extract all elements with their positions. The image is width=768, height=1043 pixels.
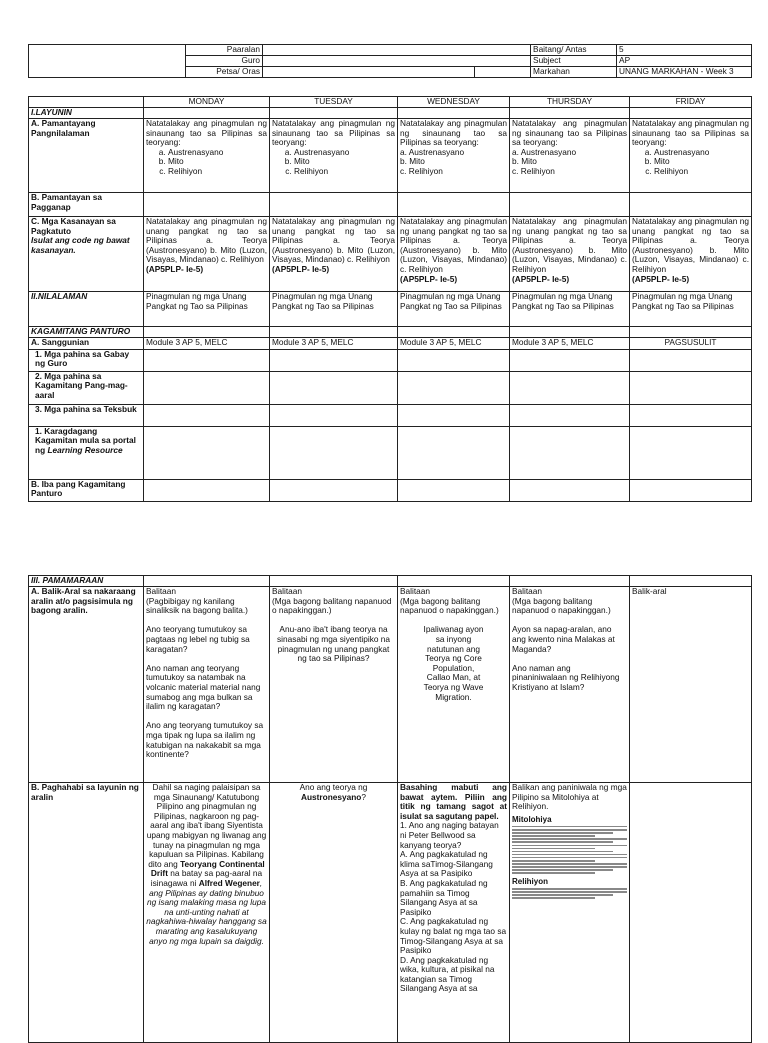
header-table: [28, 44, 752, 78]
row-label-iba-pang: B. Iba pang Kagamitang Panturo: [29, 479, 144, 501]
subject-value: AP: [617, 56, 752, 67]
paaralan-value: [263, 45, 531, 56]
list-item: b. Mito: [512, 156, 537, 167]
oras-value: [475, 67, 531, 78]
content-wed: Pinagmulan ng mga Unang Pangkat ng Tao sa Pilipinas: [398, 292, 510, 327]
objective-text: Natatalakay ang pinagmulan ng sinaunang tao sa Pilipinas sa teoryang:: [400, 118, 507, 148]
lesson-plan-table-2: [28, 575, 752, 1043]
quiz-choice-b: B. Ang pagkakatulad ng pamahiin sa Timog Silangang Asya at sa Pasipiko: [400, 877, 488, 917]
competency-code: (AP5PLP- Ie-5): [272, 263, 330, 274]
cell-fri-paghahabi: [630, 783, 752, 1043]
question-text: Ano ang teoryang tumutukoy sa mga tipak ng lupa sa ilalim ng katubigan na nakakabit sa mga kontinente?: [146, 720, 264, 760]
cell-fri-a: [630, 119, 752, 193]
cell-thu-c: [510, 217, 630, 292]
lesson-plan-table-1: [28, 96, 752, 502]
module-wed: Module 3 AP 5, MELC: [398, 337, 510, 349]
day-wednesday: WEDNESDAY: [398, 97, 510, 108]
question-mark: ?: [361, 791, 367, 802]
row-label-teksbuk: 3. Mga pahina sa Teksbuk: [29, 404, 144, 426]
header-blank: [29, 45, 186, 78]
mitolohiya-text-image: [512, 826, 627, 874]
cell-wed-a: [398, 119, 510, 193]
paniniwala-text: Balikan ang paniniwala ng mga Pilipino sa Mitolohiya at Relihiyon.: [512, 782, 627, 812]
section-kagamitan: KAGAMITANG PANTURO: [29, 327, 144, 338]
list-item: b. Mito: [294, 157, 395, 167]
cell-tue-a: [270, 119, 398, 193]
quiz-choice-d: D. Ang pagkakatulad ng wika, kultura, at pisikal na katangian sa Timog Silangang Asya at sa: [400, 954, 495, 994]
list-item: b. Mito: [168, 157, 267, 167]
paghahabi-italic: , ang Pilipinas ay dating binubuo ng isang malaking masa ng lupa na unti-unting nahati at nagkahiwa-hiwalay hanggang sa marating ang kasalukuyang anyo ng mga lupain sa daigdig.: [146, 877, 267, 946]
question-text: Ano naman ang pinaniniwalaan ng Relihiyong Kristiyano at Islam?: [512, 662, 620, 692]
competency-code: (AP5PLP- Ie-5): [512, 273, 570, 284]
day-tuesday: TUESDAY: [270, 97, 398, 108]
cell-fri-balitaan: Balik-aral: [630, 587, 752, 783]
section-nilalaman: II.NILALAMAN: [29, 292, 144, 327]
row-label-kasanayan: [29, 217, 144, 292]
relihiyon-text-image: [512, 888, 627, 899]
list-item: b. Mito: [400, 156, 425, 167]
quiz-choice-c: C. Ang pagkakatulad ng kulay ng balat ng mga tao sa Timog-Silangang Asya at sa Pasipiko: [400, 916, 507, 956]
day-thursday: THURSDAY: [510, 97, 630, 108]
content-mon: Pinagmulan ng mga Unang Pangkat ng Tao sa Pilipinas: [144, 292, 270, 327]
cell-mon-paghahabi: [144, 783, 270, 1043]
row-label-karagdagang: [29, 426, 144, 479]
module-fri: PAGSUSULIT: [630, 337, 752, 349]
competency-text: Natatalakay ang pinagmulan ng unang pangkat ng tao sa Pilipinas a. Teorya (Austronesyano) b. Mito (Luzon, Visayas, Mindanao) c. Relihiyon: [400, 216, 507, 274]
objective-text: Natatalakay ang pinagmulan ng sinaunang tao sa Pilipinas sa teoryang:: [512, 118, 627, 148]
objective-text: Natatalakay ang pinagmulan ng sinaunang tao sa Pilipinas sa teoryang:: [272, 118, 395, 148]
list-item: a. Austrenasyano: [168, 148, 267, 158]
content-thu: Pinagmulan ng mga Unang Pangkat ng Tao sa Pilipinas: [510, 292, 630, 327]
cell-thu-a: [510, 119, 630, 193]
mitolohiya-excerpt: [512, 815, 627, 874]
balitaan-sub: (Pagbibigay ng kanilang sinaliksik na bagong balita.): [146, 595, 248, 616]
cell-tue-c: [270, 217, 398, 292]
competency-code: (AP5PLP- Ie-5): [146, 263, 204, 274]
question-text: Ano naman ang teoryang tumutukoy sa natambak na volcanic material material nang sumabog ang mga bulkan sa ilalim ng karagatan?: [146, 662, 261, 712]
corner-cell: [29, 97, 144, 108]
module-tue: Module 3 AP 5, MELC: [270, 337, 398, 349]
theory-list: [632, 148, 749, 177]
balitaan-sub: (Mga bagong balitang napanuod o napakinggan.): [272, 595, 392, 616]
karagdagang-text: 1. Karagdagang Kagamitan mula sa portal ng: [35, 426, 136, 455]
petsa-value: [263, 67, 475, 78]
competency-code: (AP5PLP- Ie-5): [632, 273, 690, 284]
row-label-pamantayan-sa-pagganap: B. Pamantayan sa Pagganap: [29, 193, 144, 217]
cell-thu-balitaan: [510, 587, 630, 783]
quiz-instructions: Basahing mabuti ang bawat aytem. Piliin ang titik ng tamang sagot at isulat sa sagutang papel.: [400, 782, 507, 821]
list-item: a. Austrenasyano: [294, 148, 395, 158]
objective-text: Natatalakay ang pinagmulan ng sinaunang tao sa Pilipinas sa teoryang:: [146, 118, 267, 148]
objective-text: Natatalakay ang pinagmulan ng sinaunang tao sa Pilipinas sa teoryang:: [632, 118, 749, 148]
list-item: c. Relihiyon: [168, 167, 267, 177]
list-item: c. Relihiyon: [654, 167, 749, 177]
question-text: Ano teoryang tumutukoy sa pagtaas ng lebel ng tubig sa karagatan?: [146, 624, 250, 654]
question-text: Ano ang teorya ng: [299, 782, 368, 792]
markahan-value: UNANG MARKAHAN - Week 3: [617, 67, 752, 78]
list-item: b. Mito: [654, 157, 749, 167]
mitolohiya-heading: Mitolohiya: [512, 814, 552, 824]
row-label-pamantayang-pangnilalaman: A. Pamantayang Pangnilalaman: [29, 119, 144, 193]
balitaan-label: Balitaan: [512, 586, 542, 596]
quiz-question: 1. Ano ang naging batayan ni Peter Bellwood sa kanyang teorya?: [400, 820, 499, 850]
baitang-value: 5: [617, 45, 752, 56]
relihiyon-excerpt: [512, 877, 627, 899]
cell-mon-a: [144, 119, 270, 193]
cell-thu-paghahabi: [510, 783, 630, 1043]
content-tue: Pinagmulan ng mga Unang Pangkat ng Tao sa Pilipinas: [270, 292, 398, 327]
question-text: Ayon sa napag-aralan, ano ang kwento nina Malakas at Maganda?: [512, 624, 615, 654]
guro-label: Guro: [186, 56, 263, 67]
cell-tue-balitaan: [270, 587, 398, 783]
theory-list: [272, 148, 395, 177]
cell-mon-c: [144, 217, 270, 292]
theory-list: [146, 148, 267, 177]
guro-value: [263, 56, 531, 67]
cell-fri-c: [630, 217, 752, 292]
row-label-kagamitang: 2. Mga pahina sa Kagamitang Pang-mag-aaral: [29, 371, 144, 404]
kasanayan-label: C. Mga Kasanayan sa Pagkatuto: [31, 216, 116, 236]
austronesyano-text: Austronesyano: [300, 791, 362, 802]
balitaan-sub: (Mga bagong balitang napanuod o napakinggan.): [400, 595, 499, 616]
paaralan-label: Paaralan: [186, 45, 263, 56]
module-thu: Module 3 AP 5, MELC: [510, 337, 630, 349]
list-item: a. Austrenasyano: [400, 146, 465, 157]
day-friday: FRIDAY: [630, 97, 752, 108]
question-text: Ipaliwanag ayon sa inyong natutunan ang Teorya ng Core Population, Callao Man, at Teorya ng Wave Migration.: [423, 624, 484, 702]
quiz-choice-a: A. Ang pagkakatulad ng klima saTimog-Silangang Asya at sa Pasipiko: [400, 849, 493, 879]
competency-text: Natatalakay ang pinagmulan ng unang pangkat ng tao sa Pilipinas a. Teorya (Austronesyano) b. Mito (Luzon, Visayas, Mindanao) c. Relihiyon: [632, 216, 749, 274]
cell-mon-balitaan: [144, 587, 270, 783]
list-item: a. Austrenasyano: [654, 148, 749, 158]
cell-wed-balitaan: [398, 587, 510, 783]
content-fri: Pinagmulan ng mga Unang Pangkat ng Tao sa Pilipinas: [630, 292, 752, 327]
list-item: c. Relihiyon: [294, 167, 395, 177]
row-label-balik-aral: A. Balik-Aral sa nakaraang aralin at/o pagsisimula ng bagong aralin.: [29, 587, 144, 783]
day-monday: MONDAY: [144, 97, 270, 108]
markahan-label: Markahan: [531, 67, 617, 78]
baitang-label: Baitang/ Antas: [531, 45, 617, 56]
cell-wed-c: [398, 217, 510, 292]
paghahabi-text-2: na batay sa pag-aaral na isinagawa ni: [150, 868, 263, 888]
row-label-gabay: 1. Mga pahina sa Gabay ng Guro: [29, 349, 144, 371]
question-text: Anu-ano iba't ibang teorya na sinasabi ng mga siyentipiko na pinagmulan ng unang pangkat ng tao sa Pilipinas?: [277, 624, 390, 664]
cell-tue-paghahabi: [270, 783, 398, 1043]
balitaan-sub: (Mga bagong balitang napanuod o napakinggan.): [512, 595, 611, 616]
competency-text: Natatalakay ang pinagmulan ng unang pangkat ng tao sa Pilipinas a. Teorya (Austronesyano) b. Mito (Luzon, Visayas, Mindanao) c. Relihiyon: [146, 216, 267, 265]
competency-text: Natatalakay ang pinagmulan ng unang pangkat ng tao sa Pilipinas a. Teorya (Austronesyano) b. Mito (Luzon, Visayas, Mindanao) c. Relihiyon: [512, 216, 627, 274]
competency-text: Natatalakay ang pinagmulan ng unang pangkat ng tao sa Pilipinas a. Teorya (Austronesyano) b. Mito (Luzon, Visayas, Mindanao) c. Relihiyon: [272, 216, 395, 265]
list-item: c. Relihiyon: [400, 165, 443, 176]
balitaan-label: Balitaan: [146, 586, 176, 596]
relihiyon-heading: Relihiyon: [512, 876, 549, 886]
row-label-sanggunian: A. Sanggunian: [29, 337, 144, 349]
subject-label: Subject: [531, 56, 617, 67]
section-pamamaraan: III. PAMAMARAAN: [29, 576, 144, 587]
petsa-label: Petsa/ Oras: [186, 67, 263, 78]
list-item: c. Relihiyon: [512, 165, 555, 176]
learning-resource-text: Learning Resource: [47, 444, 123, 455]
row-label-paghahabi: B. Paghahabi sa layunin ng aralin: [29, 783, 144, 1043]
balitaan-label: Balitaan: [400, 586, 430, 596]
module-mon: Module 3 AP 5, MELC: [144, 337, 270, 349]
continental-drift-text: Teoryang Continental Drift: [150, 858, 265, 879]
kasanayan-note: Isulat ang code ng bawat kasanayan.: [31, 235, 130, 255]
paghahabi-text: Dahil sa naging palaisipan sa mga Sinaunang/ Katutubong Pilipino ang pinagmulan ng Pilipinas, nagkaroon ng pag-aaral ang iba't ibang Siyentista upang mabigyan ng liwanag ang tunay na pinagmulan ng mga kapuluan sa Pilipinas. Kabilang dito ang: [146, 782, 267, 869]
list-item: a. Austrenasyano: [512, 146, 577, 157]
competency-code: (AP5PLP- Ie-5): [400, 273, 458, 284]
wegener-name: Alfred Wegener: [198, 877, 260, 888]
balitaan-label: Balitaan: [272, 586, 302, 596]
cell-wed-paghahabi: [398, 783, 510, 1043]
section-layunin: I.LAYUNIN: [29, 108, 144, 119]
